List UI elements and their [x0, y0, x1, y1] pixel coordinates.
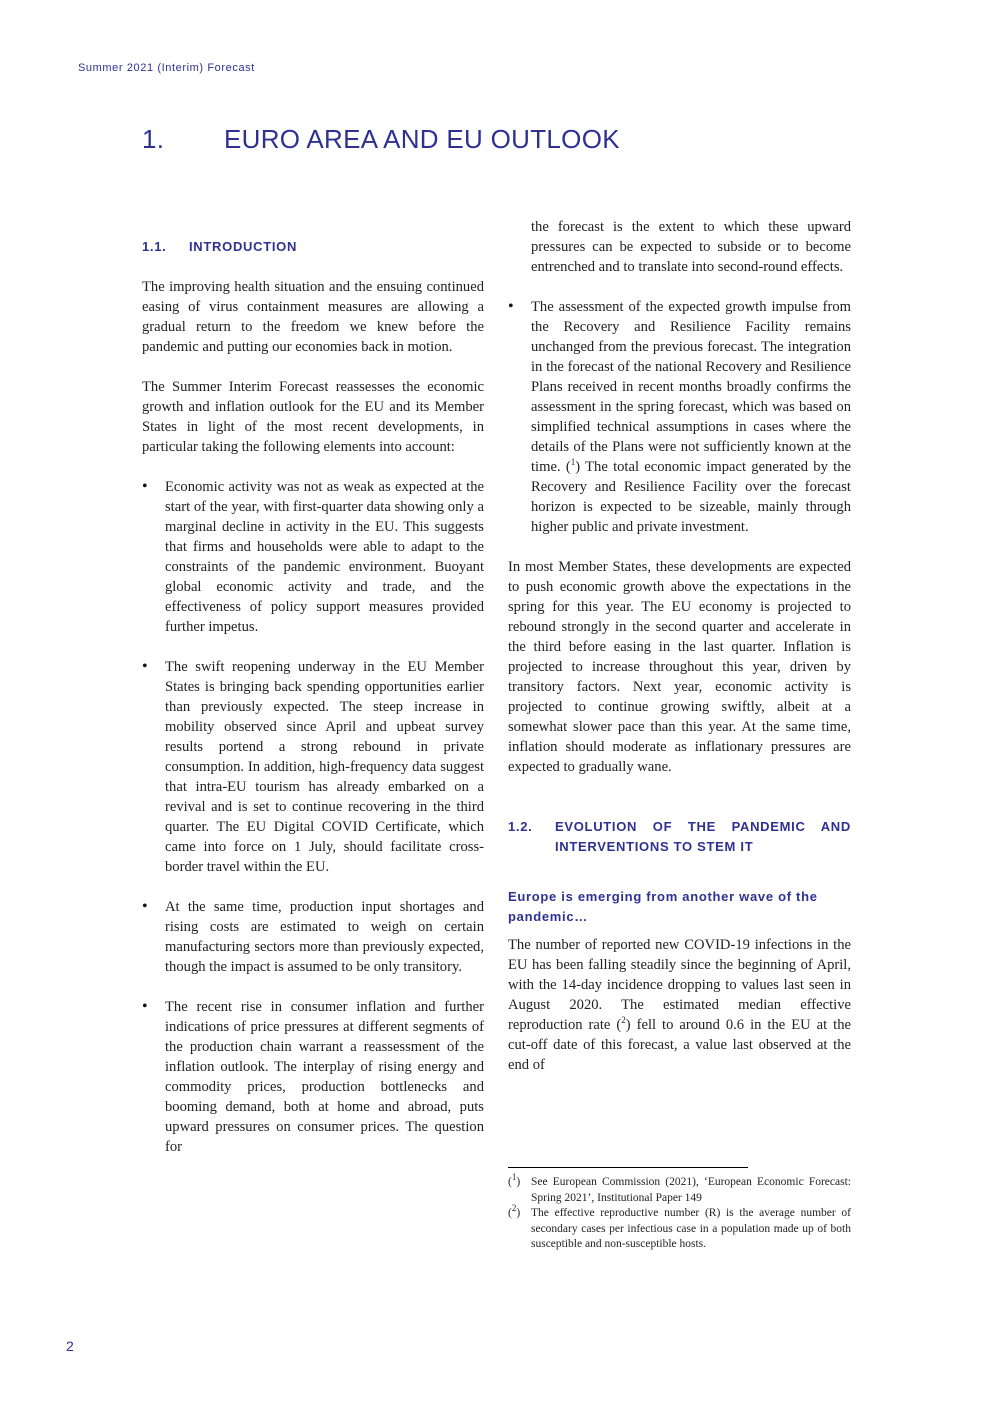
chapter-title [142, 124, 620, 155]
paragraph-headline: Europe is emerging from another wave of the pandemic… [508, 889, 818, 924]
running-head: Summer 2021 (Interim) Forecast [78, 62, 255, 74]
intro-paragraph: The improving health situation and the ensuing continued easing of virus containment measures are allowing a gradual return to the freedom we knew before the pandemic and putting our economies back in motion. [142, 279, 484, 355]
list-item: • Economic activity was not as weak as expected at the start of the year, with first-quarter data showing only a marginal decline in activity in the EU. This suggests that firms and households were able to adapt to the constraints of the pandemic environment. Buoyant global economic activity and trade, and the effectiveness of policy support measures provided further impetus. [142, 477, 484, 637]
list-item-continued: the forecast is the extent to which these upward pressures can be expected to subside or to become entrenched and to translate into second-round effects. [531, 219, 851, 275]
right-column [508, 217, 851, 1075]
section-heading-introduction [142, 237, 484, 257]
page-number: 2 [66, 1338, 74, 1354]
covid-text: The number of reported new COVID-19 infections in the EU has been falling steadily since the beginning of April, with the 14-day incidence dropping to values last seen in August 2020. The estimated median effective reproduction rate [508, 937, 851, 1033]
section-number: 1.1. [142, 239, 167, 254]
footnote-divider [508, 1167, 748, 1168]
footnotes [508, 1172, 851, 1253]
bullet-text-tail: The total economic impact generated by the Recovery and Resilience Facility over the forecast horizon is expected to be sizeable, mainly through higher public and private investment. [531, 459, 851, 535]
intro-paragraph: The Summer Interim Forecast reassesses the economic growth and inflation outlook for the EU and its Member States in light of the most recent developments, in particular taking the following elements into account: [142, 379, 484, 455]
bullet-text: The assessment of the expected growth impulse from the Recovery and Resilience Facility remains unchanged from the previous forecast. The integration in the forecast of the national Recovery and Resilience Plans received in recent months broadly confirms the assessment in the spring forecast, which was based on simplified technical assumptions in cases where the details of the Plans were not sufficiently known at the time. [531, 299, 851, 475]
chapter-number: 1. [142, 124, 165, 154]
bullet-list-continued [508, 217, 851, 537]
footnote-text: See European Commission (2021), ‘European Economic Forecast: Spring 2021’, Institutional Paper 149 [531, 1176, 851, 1204]
footnote-mark: ($^2$) [508, 1203, 521, 1219]
list-item: • The recent rise in consumer inflation and further indications of price pressures at different segments of the production chain warrant a reassessment of the inflation outlook. The interplay of rising energy and commodity prices, production bottlenecks and booming demand, both at home and abroad, puts upward pressures on consumer prices. The question for [142, 997, 484, 1157]
summary-paragraph: In most Member States, these developments are expected to push economic growth above the expectations in the spring for this year. The EU economy is projected to rebound strongly in the second quarter and accelerate in the third before easing in the last quarter. Inflation is projected to increase throughout this year, driven by transitory factors. Next year, economic activity is projected to continue growing swiftly, albeit at a somewhat slower pace than this year. At the same time, inflation should moderate as inflationary pressures are expected to gradually wane. [508, 559, 851, 775]
list-item: • The swift reopening underway in the EU Member States is bringing back spending opportunities earlier than previously expected. The steep increase in mobility observed since April and upbeat survey results portend a strong rebound in private consumption. In addition, high-frequency data suggest that intra-EU tourism has already embarked on a revival and is set to continue recovering in the third quarter. The EU Digital COVID Certificate, which came into force on 1 July, should facilitate cross-border travel within the EU. [142, 657, 484, 877]
covid-paragraph: The number of reported new COVID-19 infections in the EU has been falling steadily since the beginning of April, with the 14-day incidence dropping to values last seen in August 2020. The estimated median effective reproduction rate ($^2$) fell to around 0.6 in the EU at the cut-off date of this forecast, a value last observed at the end of [508, 937, 851, 1073]
footnote-text: The effective reproductive number (R) is the average number of secondary cases per infectious case in a population made up of both susceptible and non-susceptible hosts. [531, 1207, 851, 1250]
footnote-ref[interactable]: 2 [621, 1015, 626, 1026]
section-title: INTRODUCTION [189, 239, 298, 254]
section-title: EVOLUTION OF THE PANDEMIC AND INTERVENTIONS TO STEM IT [555, 819, 851, 854]
footnote-mark: ($^1$) [508, 1172, 521, 1188]
footnote [508, 1172, 851, 1206]
section-number: 1.2. [508, 819, 533, 834]
covid-text-tail: fell to around 0.6 in the EU at the cut-off date of this forecast, a value last observed at the end of [508, 1017, 851, 1073]
section-heading-pandemic [508, 817, 851, 857]
list-item: • At the same time, production input shortages and rising costs are estimated to weigh on certain manufacturing sectors more than previously expected, though the impact is assumed to be only transitory. [142, 897, 484, 977]
list-item: • The assessment of the expected growth impulse from the Recovery and Resilience Facility remains unchanged from the previous forecast. The integration in the forecast of the national Recovery and Resilience Plans received in recent months broadly confirms the assessment in the spring forecast, which was based on simplified technical assumptions in cases where the details of the Plans were not sufficiently known at the time. ($^1$) The total economic impact generated by the Recovery and Resilience Facility over the forecast horizon is expected to be sizeable, mainly through higher public and private investment. [508, 297, 851, 537]
bullet-list [142, 477, 484, 1157]
chapter-title-text: EURO AREA AND EU OUTLOOK [224, 124, 620, 154]
footnote [508, 1203, 851, 1253]
left-column [142, 237, 484, 1157]
footnote-ref[interactable]: 1 [570, 457, 576, 468]
